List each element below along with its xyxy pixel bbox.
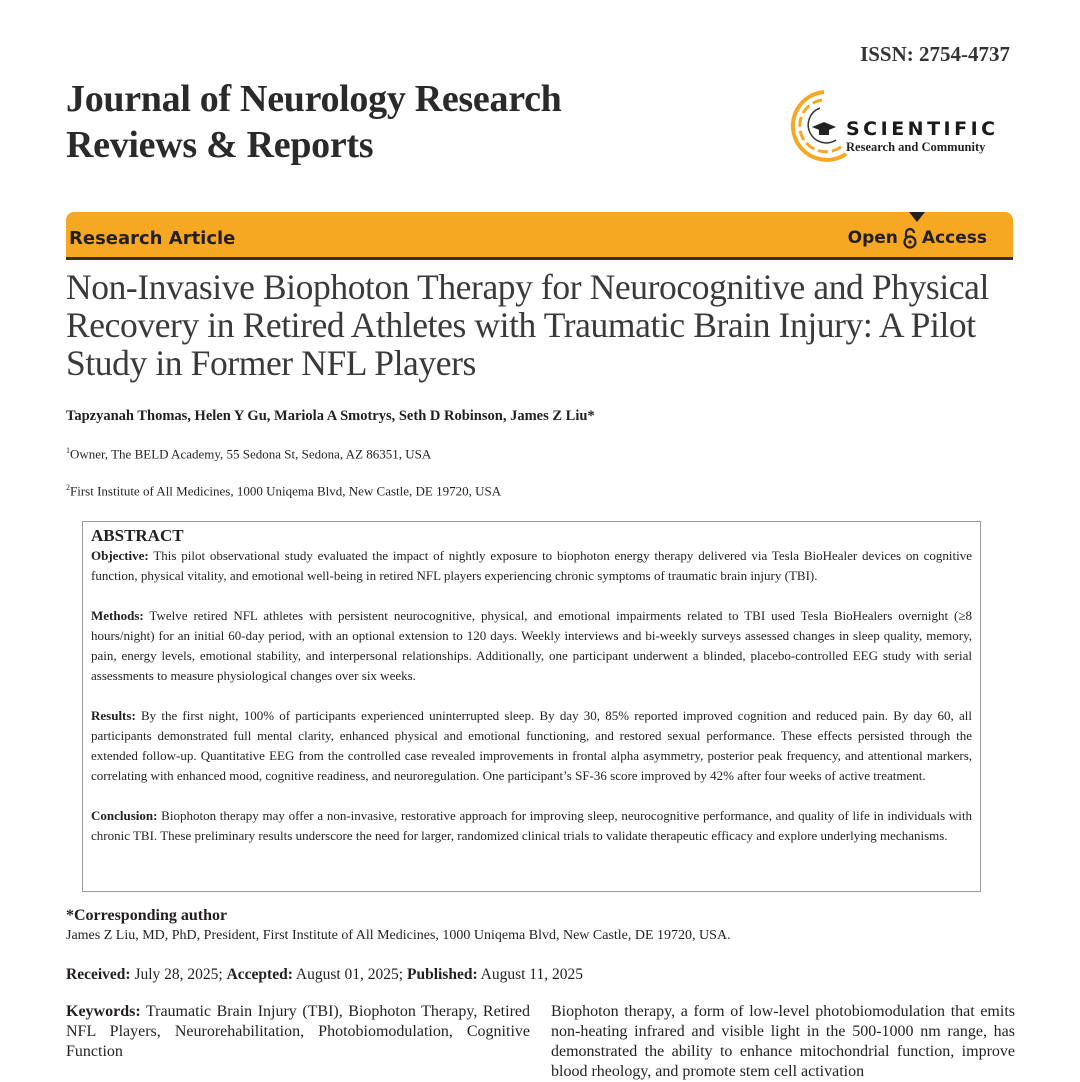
body-text: Biophoton therapy, a form of low-level photobiomodulation that emits non-heating infrared and visible light in the 500-1000 nm range, has demonstrated the ability to enhance mitochondrial function, improve blood rheology, and promote stem cell activation [551,1003,1015,1080]
affiliation-2 [66,483,501,499]
affiliation-text: First Institute of All Medicines, 1000 Uniqema Blvd, New Castle, DE 19720, USA [70,483,502,499]
keywords [66,1002,530,1062]
received-label: Received: [66,966,131,983]
logo-brand: SCIENTIFIC [846,118,999,140]
open-access-badge [848,227,987,249]
abstract-conclusion [91,806,972,846]
corresponding-author [66,906,1016,946]
abstract-results [91,706,972,786]
author-list: Tapzyanah Thomas, Helen Y Gu, Mariola A Smotrys, Seth D Robinson, James Z Liu* [66,408,595,424]
open-label: Open [847,228,898,248]
open-lock-icon [902,227,918,249]
abstract-heading: ABSTRACT [91,526,184,545]
article-title: Non-Invasive Biophoton Therapy for Neurocognitive and Physical Recovery in Retired Athletes with Traumatic Brain Injury: A Pilot Study in Former NFL Players [66,267,989,383]
article-type-banner [66,212,1013,260]
corresponding-heading: *Corresponding author [66,907,228,924]
published-label: Published: [406,966,478,983]
section-text: By the first night, 100% of participants experienced uninterrupted sleep. By day 30, 85% reported improved cognition and reduced pain. By day 60, all participants demonstrated full mental clarity, enhanced physical and emotional functioning, and restored sexual performance. These effects persisted through the extended follow-up. Quantitative EEG from the controlled case revealed improvements in frontal alpha asymmetry, posterior peak frequency, and attentional markers, correlating with enhanced mood, cognitive readiness, and neuroregulation. One participant’s SF-36 score improved by 42% after four weeks of active treatment. [91,708,972,783]
received-date: July 28, 2025; [130,966,227,983]
section-text: Twelve retired NFL athletes with persistent neurocognitive, physical, and emotional impairments related to TBI used Tesla BioHealers overnight (≥8 hours/night) for an initial 60-day period, with an optional extension to 120 days. Weekly interviews and bi-weekly surveys assessed changes in sleep quality, memory, pain, energy levels, emotional stability, and interpersonal relationships. Additionally, one participant underwent a blinded, placebo-controlled EEG study with serial assessments to measure physiological changes over six weeks. [91,608,972,683]
section-text: Biophoton therapy may offer a non-invasive, restorative approach for improving sleep, neurocognitive performance, and quality of life in individuals with chronic TBI. These preliminary results underscore the need for larger, randomized clinical trials to validate therapeutic efficacy and explore underlying mechanisms. [91,808,972,843]
section-text: This pilot observational study evaluated the impact of nightly exposure to biophoton energy therapy delivered via Tesla BioHealer devices on cognitive function, physical vitality, and emotional well-being in retired NFL players experiencing chronic symptoms of traumatic brain injury (TBI). [91,548,972,583]
journal-title [66,76,561,168]
abstract-methods [91,606,972,686]
corresponding-text: James Z Liu, MD, PhD, President, First Institute of All Medicines, 1000 Uniqema Blvd, New Castle, DE 19720, USA. [66,928,731,943]
access-label: Access [921,228,987,248]
section-label: Results: [91,708,136,723]
affiliation-1 [66,446,431,462]
section-label: Objective: [91,548,149,563]
pointer-icon [909,212,925,222]
published-date: August 11, 2025 [477,966,583,983]
section-label: Conclusion: [91,808,158,823]
journal-title-line1: Journal of Neurology Research [66,78,562,120]
logo-subtitle: Research and Community [846,140,986,154]
affiliation-text: Owner, The BELD Academy, 55 Sedona St, Sedona, AZ 86351, USA [70,446,432,462]
section-label: Methods: [91,608,144,623]
keywords-text: Traumatic Brain Injury (TBI), Biophoton Therapy, Retired NFL Players, Neurorehabilitation, Photobiomodulation, Cognitive Function [66,1003,530,1060]
accepted-label: Accepted: [226,966,293,983]
issn: ISSN: 2754-4737 [860,42,1010,66]
abstract-box [82,521,981,892]
affiliation-number: 1 [66,446,70,455]
affiliation-number: 2 [66,483,70,492]
keywords-label: Keywords: [66,1003,141,1020]
journal-title-line2: Reviews & Reports [66,124,374,166]
publisher-logo [786,88,1016,164]
abstract-objective [91,546,972,586]
article-type: Research Article [69,228,236,249]
publication-dates [66,966,583,984]
accepted-date: August 01, 2025; [292,966,407,983]
